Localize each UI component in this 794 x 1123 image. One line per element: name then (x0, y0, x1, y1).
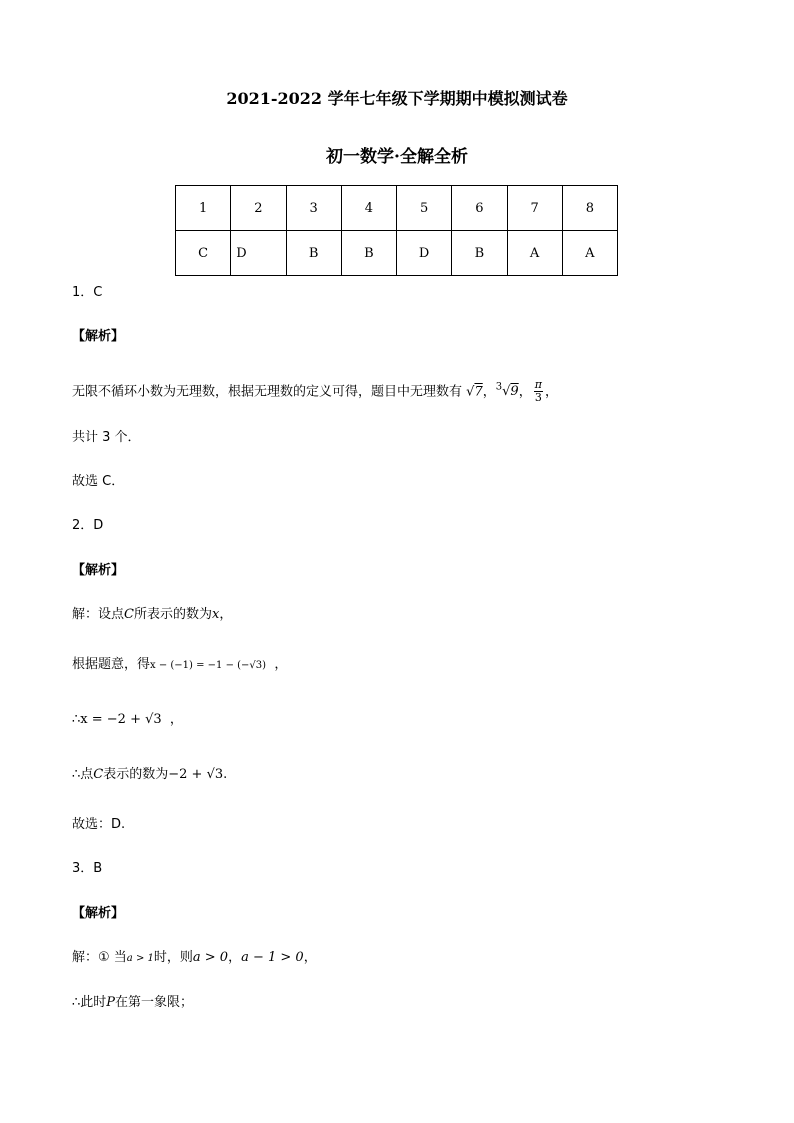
q2-line3 (72, 710, 183, 730)
cbrt-index: 3 (495, 382, 503, 393)
period: . (223, 767, 228, 782)
q3-line2-text-b: 在第一象限； (115, 995, 194, 1010)
answer-cell: B (341, 231, 396, 276)
comma: ， (274, 657, 288, 672)
comma: ， (228, 950, 242, 965)
q2-line1 (72, 605, 232, 625)
sqrt7-expression (466, 384, 483, 399)
q1-count-text: 共计 3 个． (72, 430, 141, 445)
q3-line1 (72, 948, 317, 969)
q2-line2 (72, 655, 287, 676)
document-title: 2021-2022 学年七年级下学期期中模拟测试卷 (226, 89, 568, 108)
q2-line1-text-b: 所表示的数为 (133, 607, 212, 622)
var-p: P (106, 995, 116, 1010)
q1-analysis-text (72, 378, 558, 404)
document-subtitle: 初一数学·全解全析 (326, 147, 468, 167)
answer-cell: D (397, 231, 452, 276)
q2-line4-text-a: ∴点 (72, 767, 94, 782)
cbrt9-expression (496, 384, 519, 399)
q2-analysis-label: 【解析】 (72, 563, 125, 578)
q3-line2-text-a: ∴此时 (72, 995, 107, 1010)
comma: ， (219, 607, 233, 622)
answer-cell: B (452, 231, 507, 276)
question-number: 8 (562, 186, 617, 231)
answer-cell: D (231, 231, 286, 276)
comma: ， (482, 384, 496, 400)
q2-line1-text-a: 解：设点 (72, 607, 125, 622)
question-number: 4 (341, 186, 396, 231)
q1-heading: 1．C (72, 285, 103, 300)
sqrt7-radicand: 7 (474, 384, 483, 400)
q1-text1: 无限不循环小数为无理数，根据无理数的定义可得，题目中无理数有 (72, 384, 463, 400)
q2-line4-text-b: 表示的数为 (103, 767, 169, 782)
fraction-numerator: π (534, 378, 542, 392)
question-number: 6 (452, 186, 507, 231)
q3-inequality-1: a > 0 (192, 950, 229, 965)
q3-analysis-label: 【解析】 (72, 906, 125, 921)
q2-result: −2 + √3 (168, 767, 224, 782)
q1-conclusion: 故选 C． (72, 474, 125, 489)
therefore-symbol: ∴ (72, 712, 81, 727)
q2-conclusion: 故选：D. (72, 817, 126, 832)
q2-equation-2: x = −2 + √3 (80, 712, 162, 727)
var-x: x (211, 607, 220, 622)
q3-heading: 3．B (72, 861, 103, 876)
sqrt-symbol: √ (502, 384, 511, 400)
q3-condition: a > 1 (126, 953, 154, 964)
q3-line1-text-b: 时，则 (153, 950, 193, 965)
q3-inequality-2: a − 1 > 0 (241, 950, 304, 965)
answer-cell: A (562, 231, 617, 276)
question-number: 2 (231, 186, 286, 231)
sqrt-symbol: √ (466, 384, 475, 400)
comma: ， (303, 950, 317, 965)
question-number: 5 (397, 186, 452, 231)
fraction-denominator: 3 (534, 391, 542, 405)
var-c: C (124, 607, 134, 622)
q2-equation-1: x − (−1) = −1 − (−√3) (150, 660, 267, 671)
answer-cell: C (176, 231, 231, 276)
question-number: 3 (286, 186, 341, 231)
comma: ， (169, 712, 183, 727)
q2-line2-text: 根据题意，得 (72, 657, 151, 672)
question-number: 7 (507, 186, 562, 231)
comma: ， (518, 384, 532, 400)
q3-line2 (72, 993, 193, 1013)
q3-line1-text-a: 解：① 当 (72, 950, 127, 965)
answer-table-answer-row (176, 231, 618, 276)
cbrt9-radicand: 9 (510, 384, 519, 400)
question-number: 1 (176, 186, 231, 231)
pi-over-3-fraction (534, 379, 543, 404)
var-c: C (93, 767, 104, 782)
answer-table-number-row (176, 186, 618, 231)
answer-cell: A (507, 231, 562, 276)
q2-line4 (72, 765, 227, 785)
answer-cell: B (286, 231, 341, 276)
q2-heading: 2．D (72, 518, 104, 533)
answer-table (175, 185, 618, 276)
comma: ， (544, 384, 558, 400)
q1-analysis-label: 【解析】 (72, 329, 125, 344)
